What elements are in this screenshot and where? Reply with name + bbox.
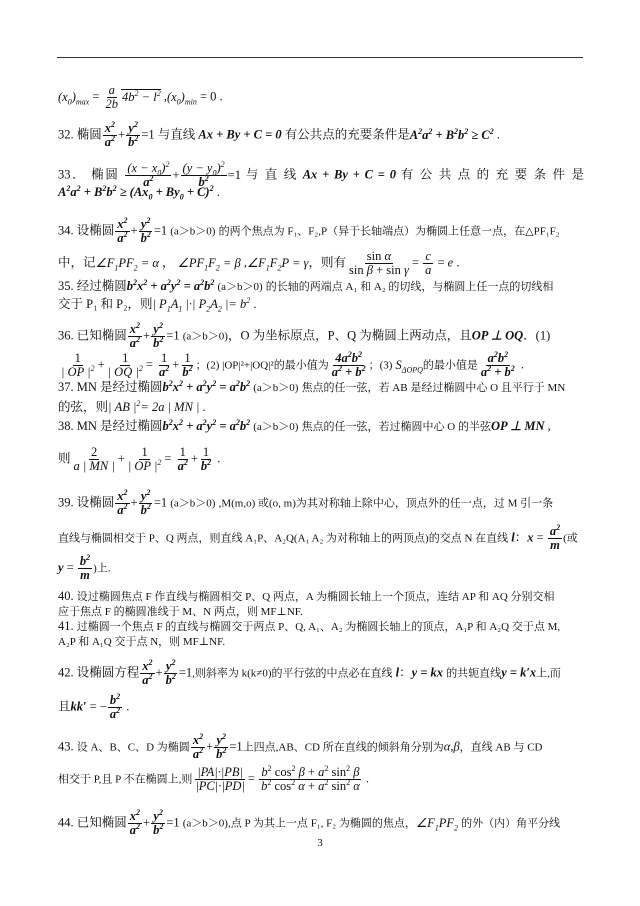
- item-32: 32. 椭圆 $\frac{x^2}{a^2}$ + $\frac{y^2}{b^2}$ =1 与直线 Ax + By + C = 0 有公共点的充要条件是$A^2a^2 + B^2b^2 \ge C^2$ .: [58, 119, 500, 150]
- item-43-line2: 相交于 P,且 P 不在椭圆上,则 $\frac{|PA|\cdot|PB|}{|PC|\cdot|PD|}$ = $\frac{b^2 \cos^2 \beta + a^2 \sin^2 \beta}{b^2 \cos^2 \alpha + a^2 \sin^2 \alpha}$ .: [58, 763, 370, 794]
- item-39-line3: y = $\frac{b^2}{m}$ )上.: [58, 552, 111, 583]
- item-33-result: $A^2a^2 + B^2b^2 \ge (Ax_0 + By_0 + C)^2$ .: [58, 183, 220, 202]
- item-40: 40. 设过椭圆焦点 F 作直线与椭圆相交 P、Q 两点，A 为椭圆长轴上一个顶点，连结 AP 和 AQ 分别交相: [58, 589, 555, 603]
- item-41-line2: A₂P 和 A₁Q 交于点 N，则 MF⊥NF.: [58, 636, 226, 648]
- item-43: 43. 设 A、B、C、D 为椭圆 $\frac{x^2}{a^2}$ + $\frac{y^2}{b^2}$ =1上四点,AB、CD 所在直线的倾斜角分别为α,β，直线 AB 与 CD: [58, 731, 543, 762]
- item-34: 34. 设椭圆 $\frac{x^2}{a^2}$ + $\frac{y^2}{b^2}$ =1 (a＞b＞0) 的两个焦点为 F₁、F₂,P（异于长轴端点）为椭圆上任意一点，在△PF₁F₂: [58, 215, 560, 246]
- item-35: 35. 经过椭圆$b^2x^2 + a^2y^2 = a^2b^2$ (a＞b＞0) 的长轴的两端点 A₁ 和 A₂ 的切线，与椭圆上任一点的切线相: [58, 277, 554, 293]
- item-38: 38. MN 是经过椭圆$b^2x^2 + a^2y^2 = a^2b^2$ (a＞b＞0) 焦点的任一弦，若过椭圆中心 O 的半弦OP ⊥ MN ,: [58, 417, 551, 433]
- page-number: 3: [317, 837, 323, 849]
- item-37-line2: 的弦，则| AB $|^2= 2a$ | MN | .: [58, 398, 206, 414]
- item-44: 44. 已知椭圆 $\frac{x^2}{a^2}$ + $\frac{y^2}{b^2}$ =1 (a＞b＞0),点 P 为其上一点 F₁, F₂ 为椭圆的焦点，$\angle F_1PF_2$ 的外（内）角平分线: [58, 807, 561, 838]
- header-rule: [57, 57, 583, 58]
- item-33: 33． 椭圆 $\frac{(x - x_0)^2}{a^2}$ + $\frac{(y - y_0)^2}{b^2}$ =1 与 直 线 Ax + By + C = 0 有 公 共 点 的 充 要 条 件 是: [58, 159, 585, 190]
- item-38-line2: 则 $\frac{2}{a | MN |}$ + $\frac{1}{| OP |^2}$ = $\frac{1}{a^2}$ + $\frac{1}{b^2}$ .: [58, 445, 221, 474]
- item-number: 32.: [58, 127, 74, 142]
- item-42-line2: 且kk′ = − $\frac{b^2}{a^2}$ .: [58, 691, 130, 722]
- item-40-line2: 应于焦点 F 的椭圆准线于 M、N 两点，则 MF⊥NF.: [58, 606, 303, 618]
- item-42: 42. 设椭圆方程 $\frac{x^2}{a^2}$ + $\frac{y^2}{b^2}$ =1,则斜率为 k(k≠0)的平行弦的中点必在直线 l：y = kx 的共轭直线y = k′x上,而: [58, 657, 561, 688]
- item-36-line2: $\frac{1}{| OP |^2}$ + $\frac{1}{| OQ |^2}$ = $\frac{1}{a^2}$ + $\frac{1}{b^2}$ ；(2) |OP|²+|OQ|²的最小值为 $\frac{4a^2b^2}{a^2 + b^2}$ ；(3) $S_{\Delta OPQ}$的最小值是 $\frac{a^2b^2}{a^2 + b^2}$ .: [61, 349, 525, 380]
- item-31-continuation: $(x_0)_{max}$ = $\frac{a}{2b}$ $4b^2 - l^2$ $,(x_0)_{min} = 0$ .: [58, 83, 223, 112]
- item-36: 36. 已知椭圆 $\frac{x^2}{a^2}$ + $\frac{y^2}{b^2}$ =1 (a＞b＞0)，O 为坐标原点，P、Q 为椭圆上两动点，且OP ⊥ OQ．(1): [58, 320, 551, 351]
- item-41: 41. 过椭圆一个焦点 F 的直线与椭圆交于两点 P、Q, A₁、A₂ 为椭圆长轴上的顶点，A₁P 和 A₂Q 交于点 M,: [58, 619, 561, 633]
- item-34-line2: 中，记$\angle F_1PF_2 = \alpha$ ， $\angle PF_1F_2 = \beta$ $,\angle F_1F_2P = \gamma$，则有 $\frac{\text{sin α}}{\text{sin β + sin γ}}$ = $\frac{c}{a}$ = e .: [58, 249, 460, 278]
- item-35-line2: 交于 P₁ 和 P₂，则| $P_1A_1$ |·| $P_2A_2$ |= $b^2$ .: [58, 295, 257, 314]
- item-39-line2: 直线与椭圆相交于 P、Q 两点，则直线 A₁P、A₂Q(A₁ A₂ 为对称轴上的两顶点)的交点 N 在直线 l：x = $\frac{a^2}{m}$ (或: [58, 522, 578, 553]
- item-39: 39. 设椭圆 $\frac{x^2}{a^2}$ + $\frac{y^2}{b^2}$ =1 (a＞b＞0) ,M(m,o) 或(o, m)为其对称轴上除中心，顶点外的任一点，过 M 引一条: [58, 487, 554, 518]
- item-37: 37. MN 是经过椭圆$b^2x^2 + a^2y^2 = a^2b^2$ (a＞b＞0) 焦点的任一弦，若 AB 是经过椭圆中心 O 且平行于 MN: [58, 378, 566, 394]
